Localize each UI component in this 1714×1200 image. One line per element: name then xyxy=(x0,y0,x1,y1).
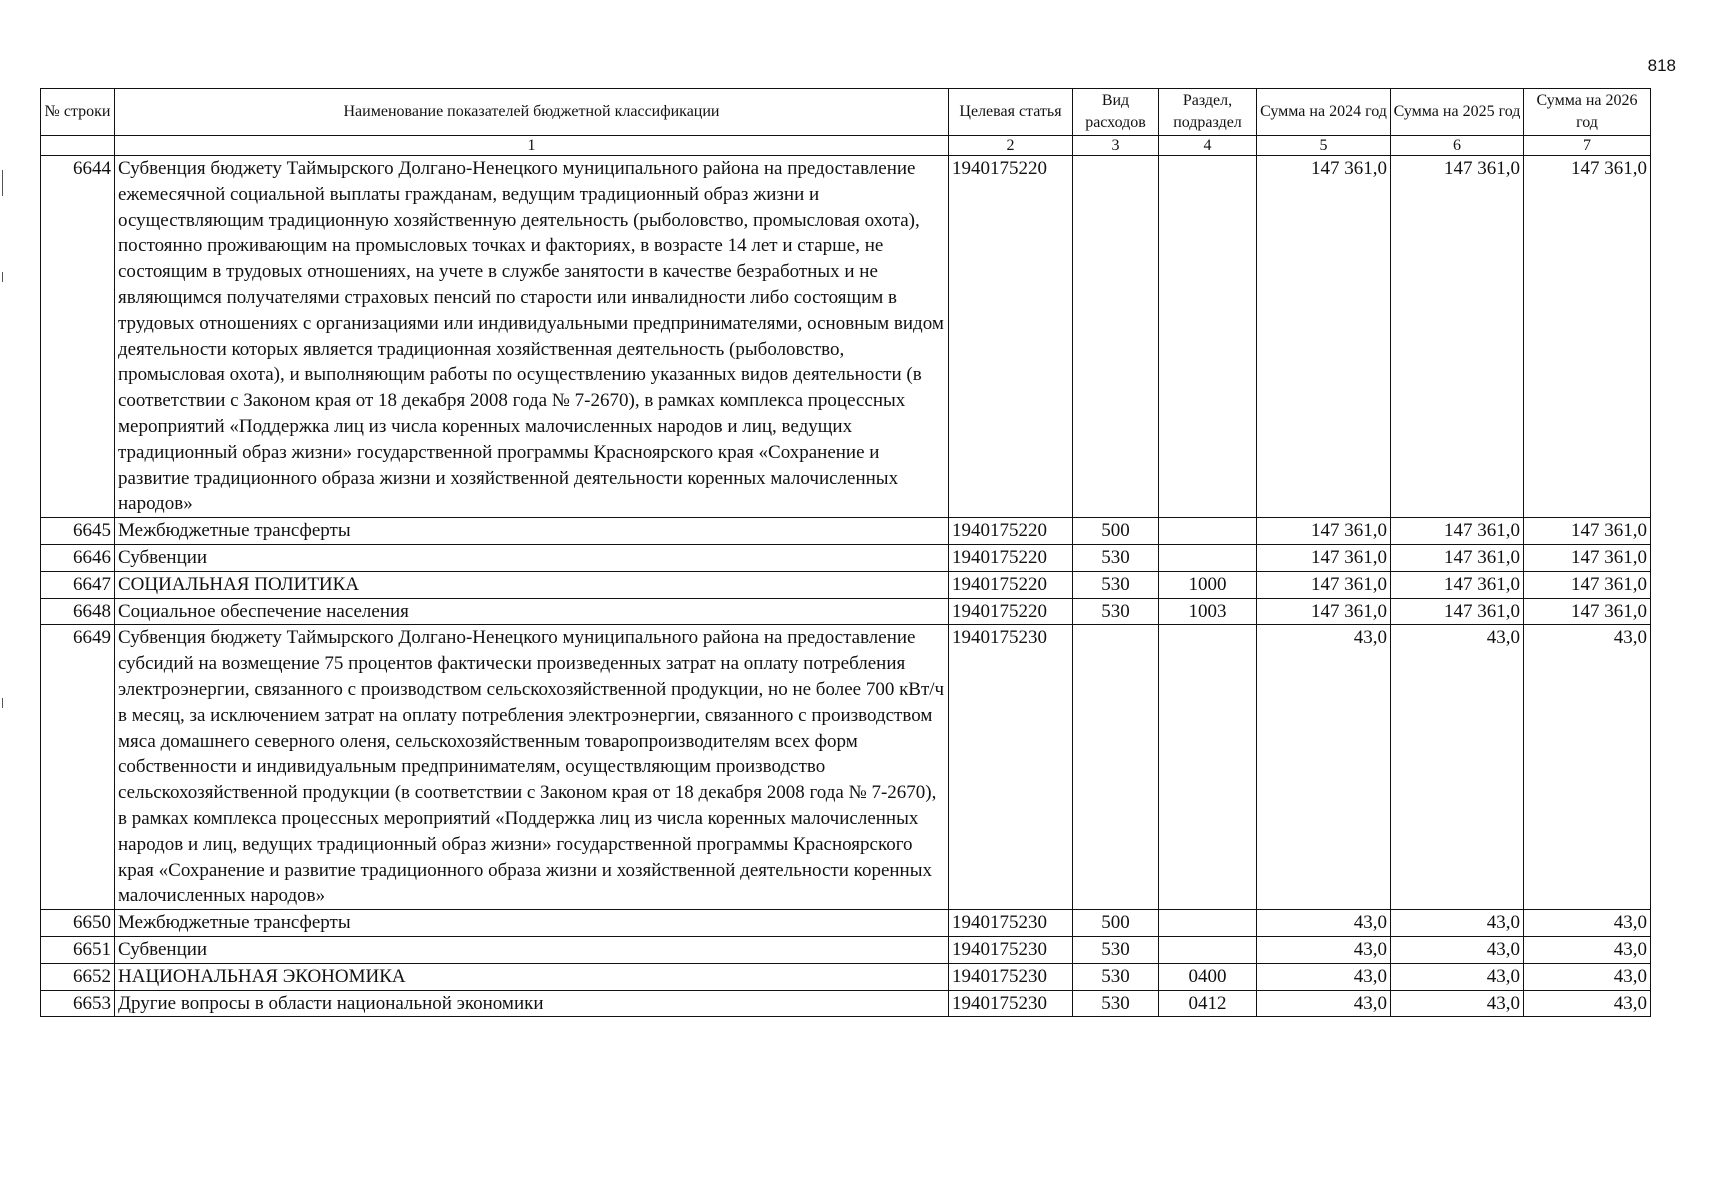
scan-margin-mark xyxy=(2,698,3,708)
row-name: Субвенции xyxy=(115,544,949,571)
row-section xyxy=(1159,936,1257,963)
row-sum-2025: 147 361,0 xyxy=(1391,598,1524,625)
row-sum-2026: 43,0 xyxy=(1524,625,1651,910)
column-number: 7 xyxy=(1524,136,1651,156)
row-sum-2024: 43,0 xyxy=(1257,963,1391,990)
scan-margin-mark xyxy=(2,272,3,282)
table-row xyxy=(41,598,1651,625)
row-name: Межбюджетные трансферты xyxy=(115,910,949,937)
page-number: 818 xyxy=(1647,56,1676,75)
row-number: 6644 xyxy=(41,156,115,518)
row-sum-2025: 43,0 xyxy=(1391,990,1524,1017)
row-sum-2024: 147 361,0 xyxy=(1257,571,1391,598)
row-section: 1003 xyxy=(1159,598,1257,625)
budget-table xyxy=(40,88,1651,1017)
header-sum-2025: Сумма на 2025 год xyxy=(1391,89,1524,136)
row-sum-2026: 43,0 xyxy=(1524,990,1651,1017)
row-name: НАЦИОНАЛЬНАЯ ЭКОНОМИКА xyxy=(115,963,949,990)
row-sum-2026: 147 361,0 xyxy=(1524,598,1651,625)
row-name: Другие вопросы в области национальной экономики xyxy=(115,990,949,1017)
table-row xyxy=(41,963,1651,990)
row-sum-2024: 43,0 xyxy=(1257,625,1391,910)
row-sum-2024: 43,0 xyxy=(1257,910,1391,937)
header-section: Раздел, подраздел xyxy=(1159,89,1257,136)
row-sum-2024: 147 361,0 xyxy=(1257,598,1391,625)
row-number: 6651 xyxy=(41,936,115,963)
row-target-article: 1940175230 xyxy=(949,625,1073,910)
row-expense-type xyxy=(1073,625,1159,910)
row-target-article: 1940175220 xyxy=(949,156,1073,518)
row-number: 6645 xyxy=(41,518,115,545)
row-name: Межбюджетные трансферты xyxy=(115,518,949,545)
row-section xyxy=(1159,156,1257,518)
row-section: 0412 xyxy=(1159,990,1257,1017)
row-number: 6649 xyxy=(41,625,115,910)
row-sum-2024: 147 361,0 xyxy=(1257,518,1391,545)
row-expense-type: 500 xyxy=(1073,910,1159,937)
table-row xyxy=(41,625,1651,910)
column-number-row xyxy=(41,136,1651,156)
row-number: 6647 xyxy=(41,571,115,598)
column-number: 5 xyxy=(1257,136,1391,156)
column-number: 1 xyxy=(115,136,949,156)
column-number xyxy=(41,136,115,156)
row-sum-2026: 147 361,0 xyxy=(1524,518,1651,545)
header-row-no: № строки xyxy=(41,89,115,136)
row-section xyxy=(1159,910,1257,937)
row-sum-2025: 147 361,0 xyxy=(1391,544,1524,571)
row-expense-type: 500 xyxy=(1073,518,1159,545)
column-number: 3 xyxy=(1073,136,1159,156)
row-sum-2025: 43,0 xyxy=(1391,936,1524,963)
row-sum-2024: 147 361,0 xyxy=(1257,156,1391,518)
row-number: 6650 xyxy=(41,910,115,937)
row-section xyxy=(1159,544,1257,571)
row-section: 1000 xyxy=(1159,571,1257,598)
row-sum-2024: 43,0 xyxy=(1257,990,1391,1017)
table-row xyxy=(41,936,1651,963)
row-name: Субвенции xyxy=(115,936,949,963)
row-sum-2025: 147 361,0 xyxy=(1391,518,1524,545)
row-section: 0400 xyxy=(1159,963,1257,990)
row-sum-2026: 43,0 xyxy=(1524,936,1651,963)
row-expense-type: 530 xyxy=(1073,571,1159,598)
row-target-article: 1940175230 xyxy=(949,910,1073,937)
table-row xyxy=(41,518,1651,545)
row-name: Субвенция бюджету Таймырского Долгано-Ненецкого муниципального района на предоставление субсидий на возмещение 75 процентов фактически произведенных затрат на оплату потребления электроэнергии, связанного с производством сельскохозяйственной продукции, но не более 700 кВт/ч в месяц, за исключением затрат на оплату потребления электроэнергии, связанного с производством мяса домашнего северного оленя, сельскохозяйственным товаропроизводителям всех форм собственности и индивидуальным предпринимателям, осуществляющим производство сельскохозяйственной продукции (в соответствии с Законом края от 18 декабря 2008 года № 7-2670), в рамках комплекса процессных мероприятий «Поддержка лиц из числа коренных малочисленных народов и лиц, ведущих традиционный образ жизни» государственной программы Красноярского края «Сохранение и развитие традиционного образа жизни и хозяйственной деятельности коренных малочисленных народов» xyxy=(115,625,949,910)
row-target-article: 1940175230 xyxy=(949,936,1073,963)
row-name: Социальное обеспечение населения xyxy=(115,598,949,625)
row-number: 6646 xyxy=(41,544,115,571)
row-target-article: 1940175220 xyxy=(949,518,1073,545)
row-sum-2024: 147 361,0 xyxy=(1257,544,1391,571)
row-target-article: 1940175220 xyxy=(949,571,1073,598)
table-row xyxy=(41,910,1651,937)
row-expense-type: 530 xyxy=(1073,544,1159,571)
row-sum-2025: 43,0 xyxy=(1391,625,1524,910)
row-section xyxy=(1159,518,1257,545)
row-sum-2025: 43,0 xyxy=(1391,963,1524,990)
table-row xyxy=(41,156,1651,518)
row-name: СОЦИАЛЬНАЯ ПОЛИТИКА xyxy=(115,571,949,598)
row-target-article: 1940175220 xyxy=(949,598,1073,625)
row-expense-type: 530 xyxy=(1073,936,1159,963)
table-row xyxy=(41,544,1651,571)
row-sum-2025: 43,0 xyxy=(1391,910,1524,937)
row-sum-2026: 147 361,0 xyxy=(1524,544,1651,571)
table-row xyxy=(41,990,1651,1017)
row-expense-type xyxy=(1073,156,1159,518)
column-number: 4 xyxy=(1159,136,1257,156)
column-number: 2 xyxy=(949,136,1073,156)
row-sum-2026: 147 361,0 xyxy=(1524,571,1651,598)
header-expense-type: Вид расходов xyxy=(1073,89,1159,136)
column-number: 6 xyxy=(1391,136,1524,156)
row-number: 6652 xyxy=(41,963,115,990)
row-target-article: 1940175220 xyxy=(949,544,1073,571)
header-row xyxy=(41,89,1651,136)
row-sum-2026: 43,0 xyxy=(1524,963,1651,990)
header-sum-2024: Сумма на 2024 год xyxy=(1257,89,1391,136)
row-section xyxy=(1159,625,1257,910)
row-sum-2026: 147 361,0 xyxy=(1524,156,1651,518)
row-sum-2025: 147 361,0 xyxy=(1391,571,1524,598)
header-sum-2026: Сумма на 2026 год xyxy=(1524,89,1651,136)
table-body xyxy=(41,136,1651,1017)
scan-margin-mark xyxy=(2,170,3,196)
row-sum-2024: 43,0 xyxy=(1257,936,1391,963)
row-sum-2026: 43,0 xyxy=(1524,910,1651,937)
row-number: 6653 xyxy=(41,990,115,1017)
header-target-article: Целевая статья xyxy=(949,89,1073,136)
row-expense-type: 530 xyxy=(1073,963,1159,990)
row-number: 6648 xyxy=(41,598,115,625)
row-expense-type: 530 xyxy=(1073,598,1159,625)
row-target-article: 1940175230 xyxy=(949,990,1073,1017)
table-row xyxy=(41,571,1651,598)
row-expense-type: 530 xyxy=(1073,990,1159,1017)
row-name: Субвенция бюджету Таймырского Долгано-Ненецкого муниципального района на предоставление ежемесячной социальной выплаты гражданам, ведущим традиционный образ жизни и осуществляющим традиционную хозяйственную деятельность (рыболовство, промысловая охота), постоянно проживающим на промысловых точках и факториях, в возрасте 14 лет и старше, не состоящим в трудовых отношениях, на учете в службе занятости в качестве безработных и не являющимся получателями страховых пенсий по старости или инвалидности либо состоящим в трудовых отношениях с организациями или индивидуальными предпринимателями, основным видом деятельности которых является традиционная хозяйственная деятельность (рыболовство, промысловая охота), и выполняющим работы по осуществлению указанных видов деятельности (в соответствии с Законом края от 18 декабря 2008 года № 7-2670), в рамках комплекса процессных мероприятий «Поддержка лиц из числа коренных малочисленных народов и лиц, ведущих традиционный образ жизни» государственной программы Красноярского края «Сохранение и развитие традиционного образа жизни и хозяйственной деятельности коренных малочисленных народов» xyxy=(115,156,949,518)
header-name: Наименование показателей бюджетной классификации xyxy=(115,89,949,136)
row-target-article: 1940175230 xyxy=(949,963,1073,990)
row-sum-2025: 147 361,0 xyxy=(1391,156,1524,518)
